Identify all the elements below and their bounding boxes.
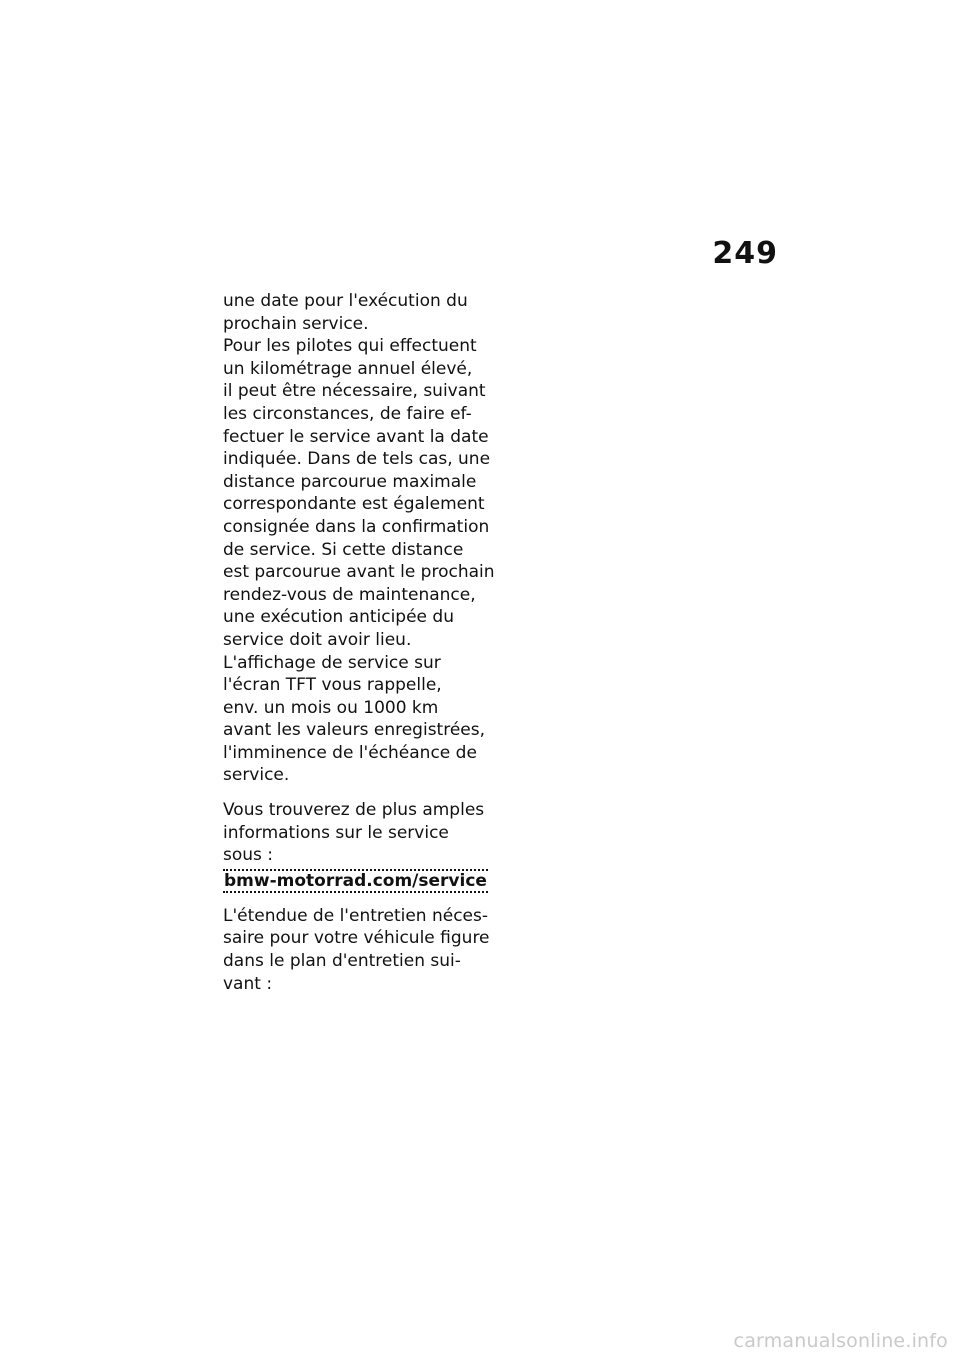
text-line: correspondante est également [223, 494, 485, 515]
text-line: vant : [223, 973, 273, 994]
paragraph-more-info [223, 799, 495, 893]
text-line: L'affichage de service sur [223, 652, 441, 673]
text-line: consignée dans la confirmation [223, 516, 490, 537]
text-line: rendez-vous de maintenance, [223, 584, 476, 605]
text-line: fectuer le service avant la date [223, 426, 489, 447]
text-line: dans le plan d'entretien sui- [223, 951, 461, 972]
text-line: saire pour votre véhicule figure [223, 928, 490, 949]
text-line: de service. Si cette distance [223, 539, 464, 560]
paragraph-spacer [223, 787, 495, 799]
text-line: une exécution anticipée du [223, 607, 454, 628]
text-line: Pour les pilotes qui effectuent [223, 336, 477, 357]
text-line: indiquée. Dans de tels cas, une [223, 449, 491, 470]
service-website-link[interactable]: bmw-motorrad.com/service [224, 870, 487, 891]
text-line: l'écran TFT vous rappelle, [223, 675, 442, 696]
paragraph-maintenance-scope [223, 905, 495, 995]
text-line: informations sur le service [223, 822, 449, 843]
text-line: sous : [223, 845, 274, 866]
text-line: avant les valeurs enregistrées, [223, 720, 486, 741]
page-number: 249 [712, 236, 778, 271]
text-line: L'étendue de l'entretien néces- [223, 905, 489, 926]
paragraph-service-date [223, 290, 495, 787]
text-line: service. [223, 765, 290, 786]
text-line: est parcourue avant le prochain [223, 562, 495, 583]
text-line: une date pour l'exécution du [223, 291, 468, 311]
text-line: distance parcourue maximale [223, 471, 477, 492]
text-line: service doit avoir lieu. [223, 629, 412, 650]
main-text-column [223, 290, 495, 995]
text-line: Vous trouverez de plus amples [223, 800, 485, 821]
text-line: il peut être nécessaire, suivant [223, 381, 486, 402]
text-line: l'imminence de l'échéance de [223, 742, 477, 763]
text-line: prochain service. [223, 313, 369, 334]
watermark-footer: carmanualsonline.info [733, 1330, 948, 1352]
text-line: env. un mois ou 1000 km [223, 697, 439, 718]
text-line: les circonstances, de faire ef- [223, 403, 472, 424]
text-line: un kilométrage annuel élevé, [223, 358, 473, 379]
paragraph-spacer [223, 893, 495, 905]
